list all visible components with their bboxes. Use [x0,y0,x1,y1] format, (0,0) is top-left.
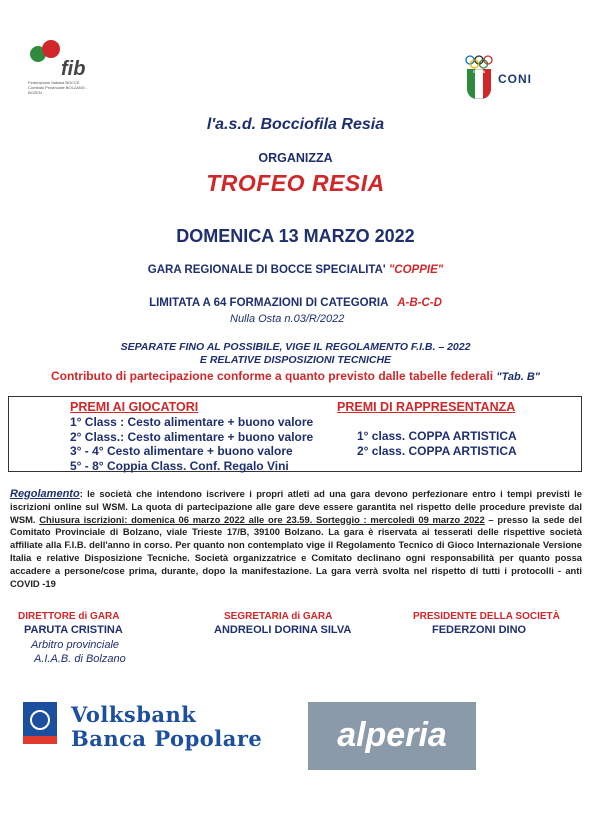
list-item: 1° Class : Cesto alimentare + buono valore [70,415,314,429]
rep-prizes-list [357,429,517,458]
players-prizes-list [70,415,313,473]
coni-small-label: ITALIA [472,69,486,74]
gara-type: "COPPIE" [388,264,444,276]
list-item: 3° - 4° Cesto alimentare + buono valore [70,444,293,458]
banca-popolare-name: Banca Popolare [71,726,263,751]
organizer-name: l'a.s.d. Bocciofila Resia [206,116,385,133]
nulla-osta: Nulla Osta n.03/R/2022 [230,313,345,325]
regolamento-text-1: : le società che intendono iscrivere i propri atleti ad una gara devono perfezionare entro i tempi previsti le iscrizioni online sul WSM. La quota di partecipazione alle gare deve essere garantita nel rispetto delle procedure previste dal WSM. [10,488,582,525]
separate-line-2: E RELATIVE DISPOSIZIONI TECNICHE [199,354,392,366]
rep-prizes-heading: PREMI DI RAPPRESENTANZA [337,400,516,414]
categories: A-B-C-D [397,297,442,309]
list-item: 2° class. COPPA ARTISTICA [357,443,517,458]
contributo-text: Contributo di partecipazione conforme a quanto previsto dalle tabelle federali [50,369,494,383]
separate-line-1: SEPARATE FINO AL POSSIBILE, VIGE IL REGOLAMENTO F.I.B. – 2022 [120,341,471,353]
regolamento-text-2: – presso la sede del Comitato Provinciale di Bolzano, viale Trieste 17/B, 39100 Bolzano. La gara è riservata ai tesserati delle rispettive società affiliate alla F.I.B. dell'anno in corso. Per quanto non contemplato vige il Regolamento Tecnico di Gioco Internazionale Versione Italia e relative Disposizione Tecniche. Società organizzatrice e Comitato declinano ogni responsabilità per quanto possa accadere a persone/cose prima, durante, dopo la manifestazione. La gara verrà svolta nel rispetto di tutti i protocolli - anti COVID -19 [10,513,583,589]
alperia-logo [308,702,476,770]
alperia-name: alperia [337,716,447,754]
red-ball-icon [42,40,60,58]
volksbank-logo [19,702,288,754]
volksbank-v-icon [23,702,57,744]
gara-text: GARA REGIONALE DI BOCCE SPECIALITA' [147,264,386,276]
coni-logo [464,55,544,111]
event-date: DOMENICA 13 MARZO 2022 [176,226,415,246]
contributo-line [0,369,591,383]
coni-label: CONI [498,72,532,86]
president-title: PRESIDENTE DELLA SOCIETÀ [413,611,560,622]
players-prizes-heading: PREMI AI GIOCATORI [70,400,199,414]
list-item: 5° - 8° Coppia Class. Conf. Regalo Vini [70,458,289,473]
list-item: 2° Class.: Cesto alimentare + buono valore [70,429,314,444]
director-role-2: A.I.A.B. di Bolzano [34,653,126,665]
trophy-title: TROFEO RESIA [206,170,385,196]
gara-line [0,264,591,276]
olympic-rings-icon [464,55,494,69]
volksbank-name: Volksbank [71,702,197,727]
tab-reference: "Tab. B" [496,371,541,383]
president-name: FEDERZONI DINO [432,624,527,636]
fib-logo [28,40,108,95]
list-item: 1° class. COPPA ARTISTICA [357,429,517,443]
secretary-name: ANDREOLI DORINA SILVA [214,624,352,636]
limit-text: LIMITATA A 64 FORMAZIONI DI CATEGORIA [149,297,388,309]
organizza-label: ORGANIZZA [258,151,333,165]
secretary-title: SEGRETARIA di GARA [224,611,333,622]
director-role-1: Arbitro provinciale [31,639,120,651]
regolamento-label: Regolamento [10,488,80,500]
regolamento-paragraph [10,488,582,590]
fib-logo-text: fib [61,58,86,80]
limit-line [0,297,591,309]
fib-logo-caption: Federazione Italiana BOCCE Comitato Provinciale BOLZANO - BOZEN [28,80,88,95]
regolamento-closing: Chiusura iscrizioni: domenica 06 marzo 2022 alle ore 23.59. Sorteggio : mercoledì 09 marzo 2022 [39,513,485,525]
director-title: DIRETTORE di GARA [18,611,120,622]
director-name: PARUTA CRISTINA [24,624,123,636]
